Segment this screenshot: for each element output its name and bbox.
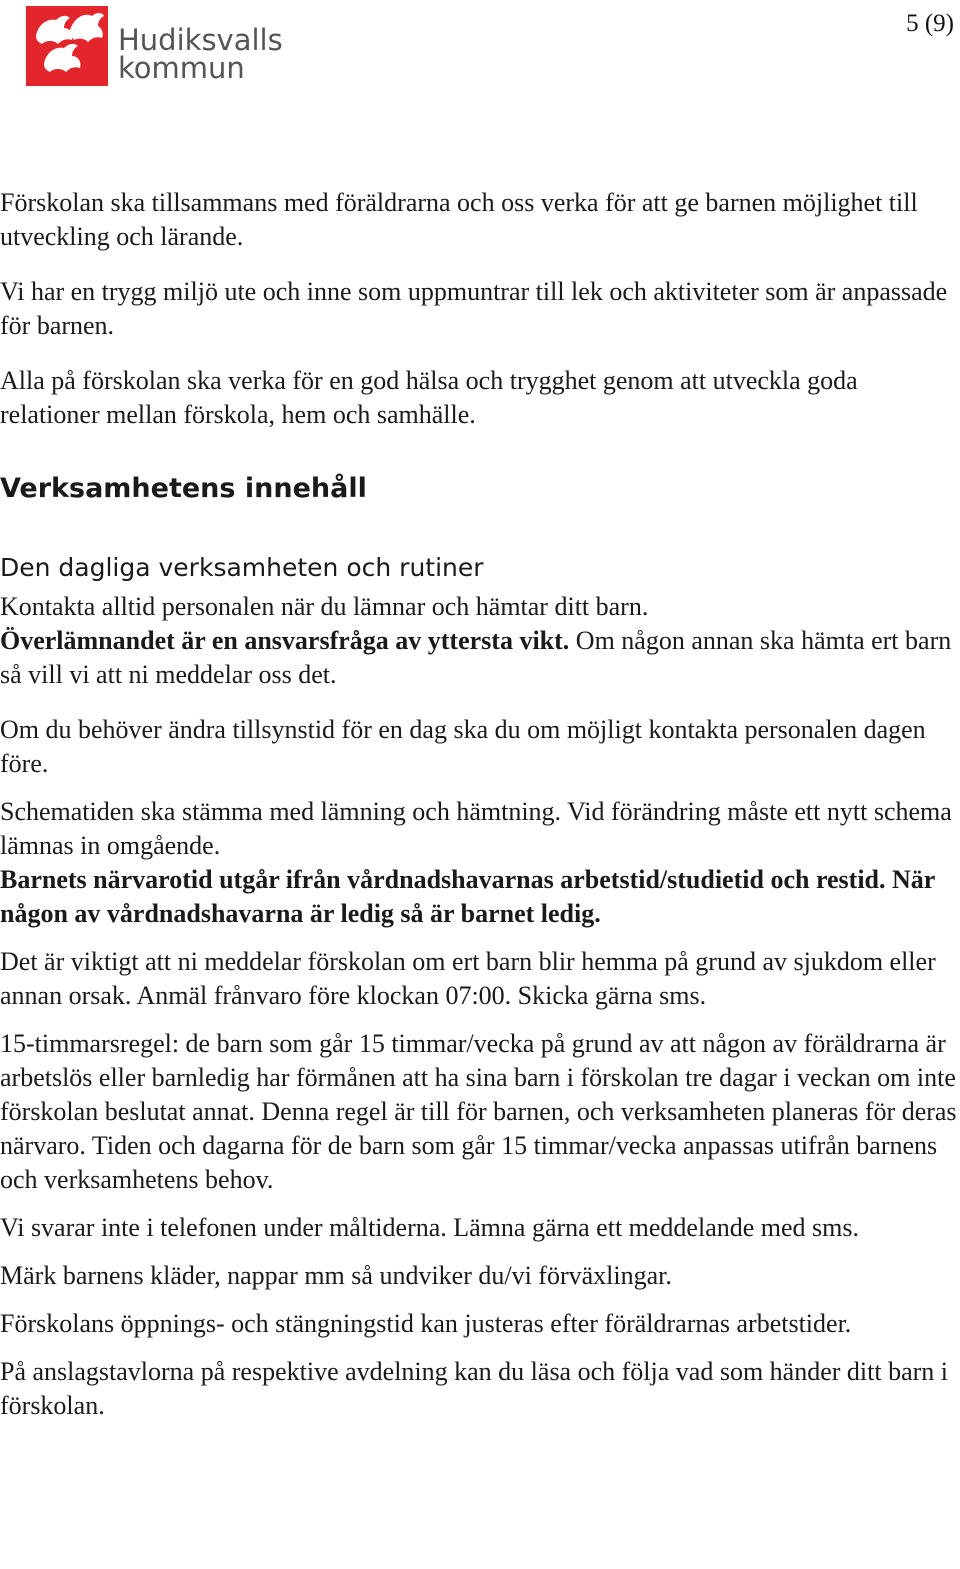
logo-wordmark	[118, 23, 283, 85]
fifteen-hour-rule-paragraph: 15-timmarsregel: de barn som går 15 timmar/vecka på grund av att någon av föräldrarna är arbetslös eller barnledig har förmånen att ha sina barn i förskolan tre dagar i veckan om inte förskolan beslutat annat. Denna regel är till för barnen, och verksamheten planeras för deras närvaro. Tiden och dagarna för de barn som går 15 timmar/vecka anpassas utifrån barnens och verksamhetens behov.	[0, 1029, 957, 1194]
attendance-bold-paragraph	[0, 863, 958, 931]
goat-emblem-icon	[26, 6, 108, 86]
section-heading: Verksamhetens innehåll	[0, 473, 367, 504]
municipality-logo	[26, 6, 286, 88]
phone-paragraph: Vi svarar inte i telefonen under måltiderna. Lämna gärna ett meddelande med sms.	[0, 1213, 860, 1242]
handover-bold-text: Överlämnandet är en ansvarsfråga av yttersta vikt.	[0, 626, 570, 655]
intro-paragraph-3: Alla på förskolan ska verka för en god hälsa och trygghet genom att utveckla goda relationer mellan förskola, hem och samhälle.	[0, 366, 858, 429]
subsection-heading: Den dagliga verksamheten och rutiner	[0, 553, 484, 582]
labeling-paragraph: Märk barnens kläder, nappar mm så undviker du/vi förväxlingar.	[0, 1261, 672, 1290]
absence-paragraph: Det är viktigt att ni meddelar förskolan om ert barn blir hemma på grund av sjukdom eller annan orsak. Anmäl frånvaro före klockan 07:00. Skicka gärna sms.	[0, 947, 936, 1010]
handover-paragraph	[0, 590, 958, 692]
opening-hours-paragraph: Förskolans öppnings- och stängningstid kan justeras efter föräldrarnas arbetstider.	[0, 1309, 852, 1338]
schedule-change-paragraph: Om du behöver ändra tillsynstid för en dag ska du om möjligt kontakta personalen dagen före.	[0, 715, 926, 778]
logo-line-2: kommun	[118, 51, 245, 85]
schedule-paragraph: Schematiden ska stämma med lämning och hämtning. Vid förändring måste ett nytt schema lämnas in omgående.	[0, 797, 952, 860]
logo-line-1: Hudiksvalls	[118, 23, 283, 57]
page-number: 5 (9)	[906, 10, 954, 37]
pickup-text: Om någon annan ska hämta ert barn så vill vi att ni meddelar oss det.	[0, 626, 952, 689]
attendance-bold-text: Barnets närvarotid utgår ifrån vårdnadshavarnas arbetstid/studietid och restid. När någon av vårdnadshavarna är ledig så är barnet ledig.	[0, 865, 935, 928]
notice-board-paragraph: På anslagstavlorna på respektive avdelning kan du läsa och följa vad som händer ditt barn i förskolan.	[0, 1357, 948, 1420]
intro-paragraph-2: Vi har en trygg miljö ute och inne som uppmuntrar till lek och aktiviteter som är anpassade för barnen.	[0, 277, 948, 340]
intro-paragraph-1: Förskolan ska tillsammans med föräldrarna och oss verka för att ge barnen möjlighet till utveckling och lärande.	[0, 188, 918, 251]
document-body	[0, 186, 958, 1423]
handover-text: Kontakta alltid personalen när du lämnar och hämtar ditt barn.	[0, 592, 649, 621]
